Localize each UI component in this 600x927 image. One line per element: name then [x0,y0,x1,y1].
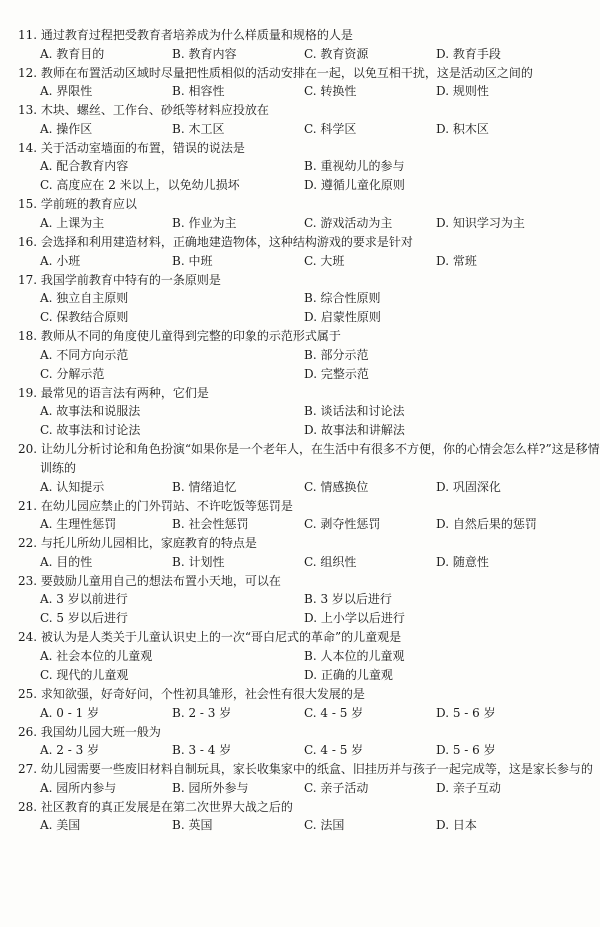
answer-option: D. 故事法和讲解法 [304,423,405,438]
answer-option: D. 知识学习为主 [436,215,525,230]
answer-option: C. 大班 [304,253,345,268]
option-row [18,157,600,195]
answer-option: B. 3 - 4 岁 [172,743,232,758]
option-row [18,346,600,384]
question-item [18,534,600,572]
answer-option: D. 正确的儿童观 [304,667,393,682]
answer-option: A. 认知提示 [40,479,105,494]
answer-option: D. 启蒙性原则 [304,310,381,325]
answer-option: D. 积木区 [436,121,489,136]
answer-option: B. 园所外参与 [172,780,249,795]
question-stem: 12. 教师在布置活动区域时尽量把性质相似的活动安排在一起，以免互相干扰，这是活动区之间的 [18,65,533,80]
option-row [18,402,600,440]
question-item [18,685,600,723]
answer-option: D. 随意性 [436,554,489,569]
question-item [18,440,600,496]
answer-option: C. 5 岁以后进行 [40,611,128,626]
option-row [18,252,600,271]
answer-option: C. 转换性 [304,84,357,99]
question-item [18,723,600,761]
option-row [18,590,600,628]
answer-option: B. 木工区 [172,121,225,136]
answer-option: B. 计划性 [172,554,225,569]
answer-option: B. 作业为主 [172,215,237,230]
answer-option: B. 重视幼儿的参与 [304,159,405,174]
question-stem: 22. 与托儿所幼儿园相比，家庭教育的特点是 [18,536,257,551]
answer-option: D. 上小学以后进行 [304,611,405,626]
answer-option: A. 故事法和说服法 [40,404,141,419]
answer-option: C. 4 - 5 岁 [304,743,364,758]
answer-option: A. 美国 [40,818,81,833]
answer-option: D. 教育手段 [436,46,501,61]
answer-option: D. 5 - 6 岁 [436,705,496,720]
answer-option: D. 常班 [436,253,477,268]
answer-option: C. 现代的儿童观 [40,667,129,682]
answer-option: C. 亲子活动 [304,780,369,795]
option-row [18,553,600,572]
question-item [18,26,600,64]
question-item [18,760,600,798]
answer-option: C. 情感换位 [304,479,369,494]
question-stem: 13. 木块、螺丝、工作台、砂纸等材料应投放在 [18,103,269,118]
answer-option: B. 情绪追忆 [172,479,237,494]
option-row [18,704,600,723]
question-stem: 16. 会选择和利用建造材料，正确地建造物体，这种结构游戏的要求是针对 [18,234,413,249]
answer-option: C. 法国 [304,818,345,833]
question-stem: 21. 在幼儿园应禁止的门外罚站、不许吃饭等惩罚是 [18,498,293,513]
option-row [18,779,600,798]
question-item [18,384,600,441]
answer-option: A. 界限性 [40,84,93,99]
answer-option: C. 高度应在 2 米以上，以免幼儿损坏 [40,178,240,193]
question-item [18,628,600,685]
question-item [18,497,600,535]
answer-option: B. 人本位的儿童观 [304,648,405,663]
answer-option: D. 亲子互动 [436,780,501,795]
question-item [18,233,600,271]
question-stem: 28. 社区教育的真正发展是在第二次世界大战之后的 [18,799,293,814]
question-stem: 24. 被认为是人类关于儿童认识史上的一次“哥白尼式的革命”的儿童观是 [18,630,402,645]
option-row [18,515,600,534]
answer-option: A. 小班 [40,253,81,268]
question-stem: 11. 通过教育过程把受教育者培养成为什么样质量和规格的人是 [18,28,353,42]
answer-option: D. 日本 [436,818,477,833]
question-item [18,139,600,196]
answer-option: A. 生理性惩罚 [40,517,117,532]
option-row [18,289,600,327]
answer-option: C. 保教结合原则 [40,310,129,325]
answer-option: A. 3 岁以前进行 [40,592,128,607]
answer-option: A. 目的性 [40,554,93,569]
question-item [18,101,600,139]
answer-option: B. 3 岁以后进行 [304,592,392,607]
answer-option: C. 剥夺性惩罚 [304,517,381,532]
answer-option: A. 社会本位的儿童观 [40,648,153,663]
answer-option: B. 综合性原则 [304,291,381,306]
answer-option: D. 完整示范 [304,366,369,381]
answer-option: B. 社会性惩罚 [172,517,249,532]
question-item [18,798,600,836]
answer-option: C. 游戏活动为主 [304,215,393,230]
answer-option: B. 2 - 3 岁 [172,705,232,720]
answer-option: B. 相容性 [172,84,225,99]
answer-option: C. 分解示范 [40,366,105,381]
answer-option: D. 规则性 [436,84,489,99]
option-row [18,816,600,835]
answer-option: A. 0 - 1 岁 [40,705,100,720]
question-item [18,195,600,233]
question-stem: 18. 教师从不同的角度使儿童得到完整的印象的示范形式属于 [18,329,341,344]
answer-option: C. 组织性 [304,554,357,569]
question-stem: 25. 求知欲强，好奇好问，个性初具雏形，社会性有很大发展的是 [18,686,365,701]
question-stem: 23. 要鼓励儿童用自己的想法布置小天地，可以在 [18,573,281,588]
question-item [18,572,600,629]
question-stem: 19. 最常见的语言法有两种，它们是 [18,385,209,400]
answer-option: C. 故事法和讨论法 [40,423,141,438]
answer-option: B. 谈话法和讨论法 [304,404,405,419]
option-row [18,741,600,760]
question-stem: 14. 关于活动室墙面的布置，错误的说法是 [18,140,245,155]
option-row [18,214,600,233]
answer-option: A. 独立自主原则 [40,291,129,306]
option-row [18,45,600,64]
answer-option: A. 上课为主 [40,215,105,230]
answer-option: A. 配合教育内容 [40,159,129,174]
answer-option: C. 科学区 [304,121,357,136]
answer-option: A. 2 - 3 岁 [40,743,100,758]
answer-option: B. 中班 [172,253,213,268]
question-stem: 26. 我国幼儿园大班一般为 [18,724,161,739]
answer-option: A. 不同方向示范 [40,347,129,362]
answer-option: C. 教育资源 [304,46,369,61]
answer-option: D. 巩固深化 [436,479,501,494]
answer-option: B. 英国 [172,818,213,833]
option-row [18,478,600,497]
answer-option: A. 教育目的 [40,46,105,61]
question-stem: 27. 幼儿园需要一些废旧材料自制玩具，家长收集家中的纸盒、旧挂历并与孩子一起完成等，这是家长参与的 [18,762,593,777]
answer-option: D. 自然后果的惩罚 [436,517,537,532]
question-item [18,64,600,102]
question-item [18,327,600,384]
option-row [18,647,600,685]
answer-option: D. 5 - 6 岁 [436,743,496,758]
answer-option: D. 遵循儿童化原则 [304,178,405,193]
answer-option: B. 部分示范 [304,347,369,362]
question-stem: 17. 我国学前教育中特有的一条原则是 [18,272,221,287]
question-stem: 20. 让幼儿分析讨论和角色扮演“如果你是一个老年人，在生活中有很多不方便，你的心情会怎么样?”这是移情训练的 [18,442,600,475]
answer-option: C. 4 - 5 岁 [304,705,364,720]
option-row [18,82,600,101]
option-row [18,120,600,139]
answer-option: A. 操作区 [40,121,93,136]
answer-option: B. 教育内容 [172,46,237,61]
question-stem: 15. 学前班的教育应以 [18,197,137,212]
answer-option: A. 园所内参与 [40,780,117,795]
question-item [18,271,600,328]
